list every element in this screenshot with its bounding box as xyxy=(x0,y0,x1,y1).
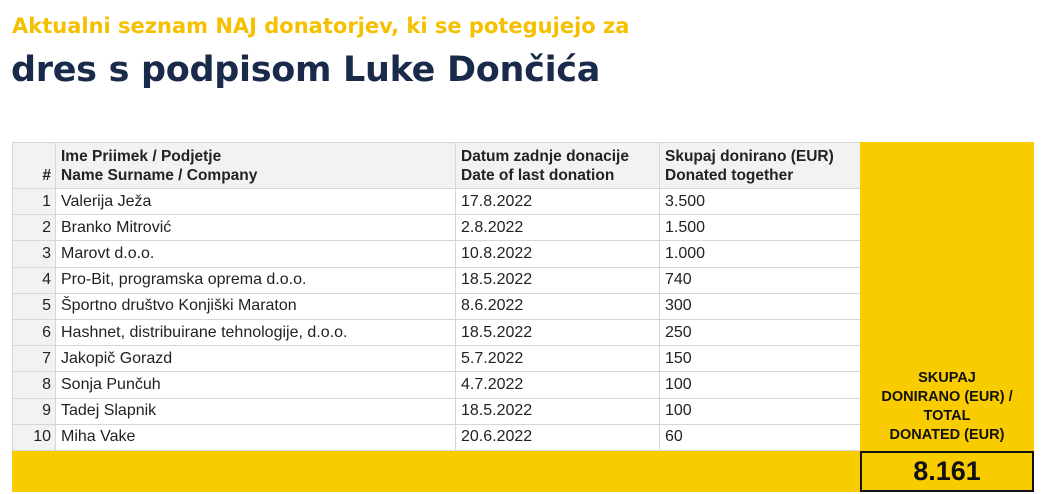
total-value: 8.161 xyxy=(860,451,1034,492)
donor-name: Branko Mitrović xyxy=(56,215,456,241)
table-row xyxy=(13,293,861,319)
table-row xyxy=(13,424,861,450)
total-label-line: DONATED (EUR) xyxy=(889,427,1005,443)
donors-table xyxy=(12,142,861,451)
table-row xyxy=(13,346,861,372)
page-title: dres s podpisom Luke Dončića xyxy=(11,50,601,90)
donation-amount: 740 xyxy=(660,267,861,293)
table-row xyxy=(13,319,861,345)
column-header-date xyxy=(456,143,660,189)
column-header-name xyxy=(56,143,456,189)
donor-name: Hashnet, distribuirane tehnologije, d.o.o. xyxy=(56,319,456,345)
table-row xyxy=(13,398,861,424)
donation-amount: 300 xyxy=(660,293,861,319)
row-number: 4 xyxy=(13,267,56,293)
column-header-date-en: Date of last donation xyxy=(461,167,615,184)
table-row xyxy=(13,372,861,398)
total-label-line: DONIRANO (EUR) / xyxy=(881,389,1013,405)
donation-date: 4.7.2022 xyxy=(456,372,660,398)
column-header-amount-en: Donated together xyxy=(665,167,794,184)
donation-amount: 60 xyxy=(660,424,861,450)
row-number: 5 xyxy=(13,293,56,319)
table-header-row xyxy=(13,143,861,189)
donation-date: 20.6.2022 xyxy=(456,424,660,450)
donor-name: Športno društvo Konjiški Maraton xyxy=(56,293,456,319)
donation-date: 10.8.2022 xyxy=(456,241,660,267)
bottom-bar xyxy=(12,451,860,492)
donor-name: Jakopič Gorazd xyxy=(56,346,456,372)
table-row xyxy=(13,215,861,241)
total-panel xyxy=(860,142,1034,451)
row-number: 9 xyxy=(13,398,56,424)
column-header-amount xyxy=(660,143,861,189)
column-header-name-si: Ime Priimek / Podjetje xyxy=(61,148,222,165)
column-header-amount-si: Skupaj donirano (EUR) xyxy=(665,148,834,165)
donation-date: 18.5.2022 xyxy=(456,267,660,293)
donation-amount: 150 xyxy=(660,346,861,372)
row-number: 2 xyxy=(13,215,56,241)
row-number: 1 xyxy=(13,189,56,215)
table-row xyxy=(13,267,861,293)
total-label-line: TOTAL xyxy=(923,408,971,424)
donation-date: 5.7.2022 xyxy=(456,346,660,372)
donation-amount: 3.500 xyxy=(660,189,861,215)
donation-date: 18.5.2022 xyxy=(456,398,660,424)
page-subtitle: Aktualni seznam NAJ donatorjev, ki se potegujejo za xyxy=(12,14,630,38)
donation-amount: 1.500 xyxy=(660,215,861,241)
donors-table-section xyxy=(12,142,1034,492)
donor-name: Tadej Slapnik xyxy=(56,398,456,424)
column-header-name-en: Name Surname / Company xyxy=(61,167,258,184)
donation-date: 2.8.2022 xyxy=(456,215,660,241)
donation-amount: 1.000 xyxy=(660,241,861,267)
row-number: 3 xyxy=(13,241,56,267)
donation-amount: 100 xyxy=(660,372,861,398)
column-header-date-si: Datum zadnje donacije xyxy=(461,148,629,165)
donor-name: Valerija Ježa xyxy=(56,189,456,215)
row-number: 10 xyxy=(13,424,56,450)
total-label xyxy=(881,369,1012,445)
donor-name: Marovt d.o.o. xyxy=(56,241,456,267)
donation-amount: 250 xyxy=(660,319,861,345)
column-header-number: # xyxy=(13,143,56,189)
row-number: 7 xyxy=(13,346,56,372)
donation-date: 8.6.2022 xyxy=(456,293,660,319)
row-number: 8 xyxy=(13,372,56,398)
donor-name: Miha Vake xyxy=(56,424,456,450)
table-row xyxy=(13,189,861,215)
total-label-line: SKUPAJ xyxy=(918,370,976,386)
row-number: 6 xyxy=(13,319,56,345)
donor-name: Sonja Punčuh xyxy=(56,372,456,398)
donation-date: 17.8.2022 xyxy=(456,189,660,215)
table-row xyxy=(13,241,861,267)
donor-name: Pro-Bit, programska oprema d.o.o. xyxy=(56,267,456,293)
donation-amount: 100 xyxy=(660,398,861,424)
donation-date: 18.5.2022 xyxy=(456,319,660,345)
